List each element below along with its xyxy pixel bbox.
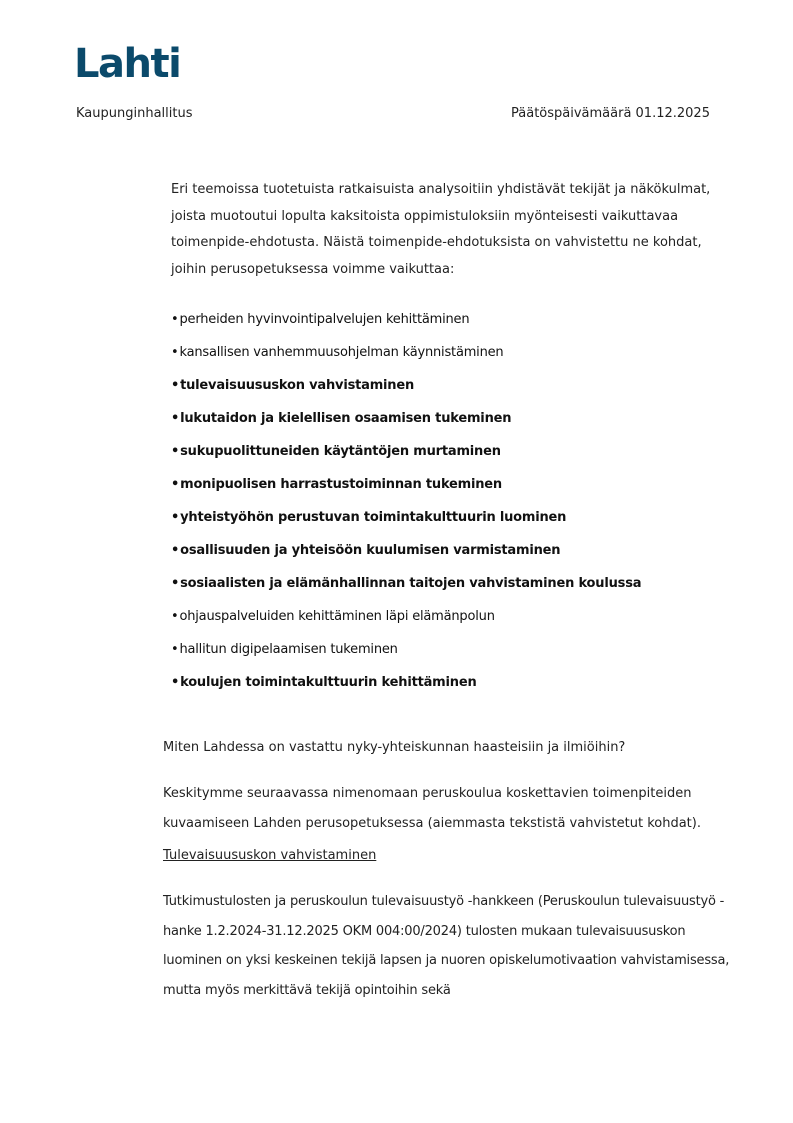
list-item: [171, 440, 731, 473]
bullet-icon: •: [171, 444, 180, 459]
list-item-text: yhteistyöhön perustuvan toimintakulttuurin luominen: [180, 510, 567, 525]
bullet-icon: •: [171, 411, 180, 426]
list-item: [171, 374, 731, 407]
list-item-text: lukutaidon ja kielellisen osaamisen tukeminen: [180, 411, 512, 426]
list-item: [171, 605, 731, 638]
list-item-text: sosiaalisten ja elämänhallinnan taitojen vahvistaminen koulussa: [180, 576, 642, 591]
list-item: [171, 473, 731, 506]
research-paragraph: Tutkimustulosten ja peruskoulun tulevaisuustyö -hankkeen (Peruskoulun tulevaisuustyö -hanke 1.2.2024-31.12.2025 OKM 004:00/2024) tulosten mukaan tulevaisuususkon luominen on yksi keskeinen tekijä lapsen ja nuoren opiskelumotivaation vahvistamisessa, mutta myös merkittävä tekijä opintoihin sekä: [163, 894, 730, 998]
list-item-text: koulujen toimintakulttuurin kehittäminen: [180, 675, 477, 690]
list-item-text: ohjauspalveluiden kehittäminen läpi elämänpolun: [179, 609, 495, 624]
question-heading: Miten Lahdessa on vastattu nyky-yhteiskunnan haasteisiin ja ilmiöihin?: [163, 740, 626, 755]
list-item: [171, 407, 731, 440]
organization-name: Kaupunginhallitus: [76, 106, 193, 121]
decision-date: Päätöspäivämäärä 01.12.2025: [511, 106, 710, 121]
list-item-text: perheiden hyvinvointipalvelujen kehittäminen: [179, 312, 470, 327]
list-item-text: kansallisen vanhemmuusohjelman käynnistäminen: [179, 345, 504, 360]
bullet-icon: •: [171, 378, 180, 393]
list-item-text: sukupuolittuneiden käytäntöjen murtaminen: [180, 444, 501, 459]
list-item-text: tulevaisuususkon vahvistaminen: [180, 378, 415, 393]
bullet-icon: •: [171, 510, 180, 525]
list-item-text: osallisuuden ja yhteisöön kuulumisen varmistaminen: [180, 543, 561, 558]
subheading: Tulevaisuususkon vahvistaminen: [163, 848, 377, 863]
bullet-icon: •: [171, 642, 179, 657]
bullet-icon: •: [171, 477, 180, 492]
bullet-icon: •: [171, 609, 179, 624]
list-item: [171, 671, 731, 704]
list-item: [171, 341, 731, 374]
bullet-icon: •: [171, 543, 180, 558]
focus-paragraph: Keskitymme seuraavassa nimenomaan peruskoulua koskettavien toimenpiteiden kuvaamiseen Lahden perusopetuksessa (aiemmasta tekstistä vahvistetut kohdat).: [163, 786, 701, 831]
bullet-icon: •: [171, 576, 180, 591]
list-item: [171, 539, 731, 572]
body-section: [163, 738, 733, 1005]
list-item: [171, 638, 731, 671]
bullet-icon: •: [171, 675, 180, 690]
list-item-text: monipuolisen harrastustoiminnan tukeminen: [180, 477, 502, 492]
list-item: [171, 506, 731, 539]
measures-list: [171, 308, 731, 704]
bullet-icon: •: [171, 345, 179, 360]
intro-paragraph: Eri teemoissa tuotetuista ratkaisuista analysoitiin yhdistävät tekijät ja näkökulmat, joista muotoutui lopulta kaksitoista oppimistuloksiin myönteisesti vaikuttavaa toimenpide-ehdotusta. Näistä toimenpide-ehdotuksista on vahvistettu ne kohdat, joihin perusopetuksessa voimme vaikuttaa:: [171, 182, 711, 277]
list-item-text: hallitun digipelaamisen tukeminen: [179, 642, 398, 657]
lahti-logo: Lahti: [74, 41, 181, 87]
bullet-icon: •: [171, 312, 179, 327]
intro-section: [171, 177, 731, 283]
list-item: [171, 572, 731, 605]
list-item: [171, 308, 731, 341]
